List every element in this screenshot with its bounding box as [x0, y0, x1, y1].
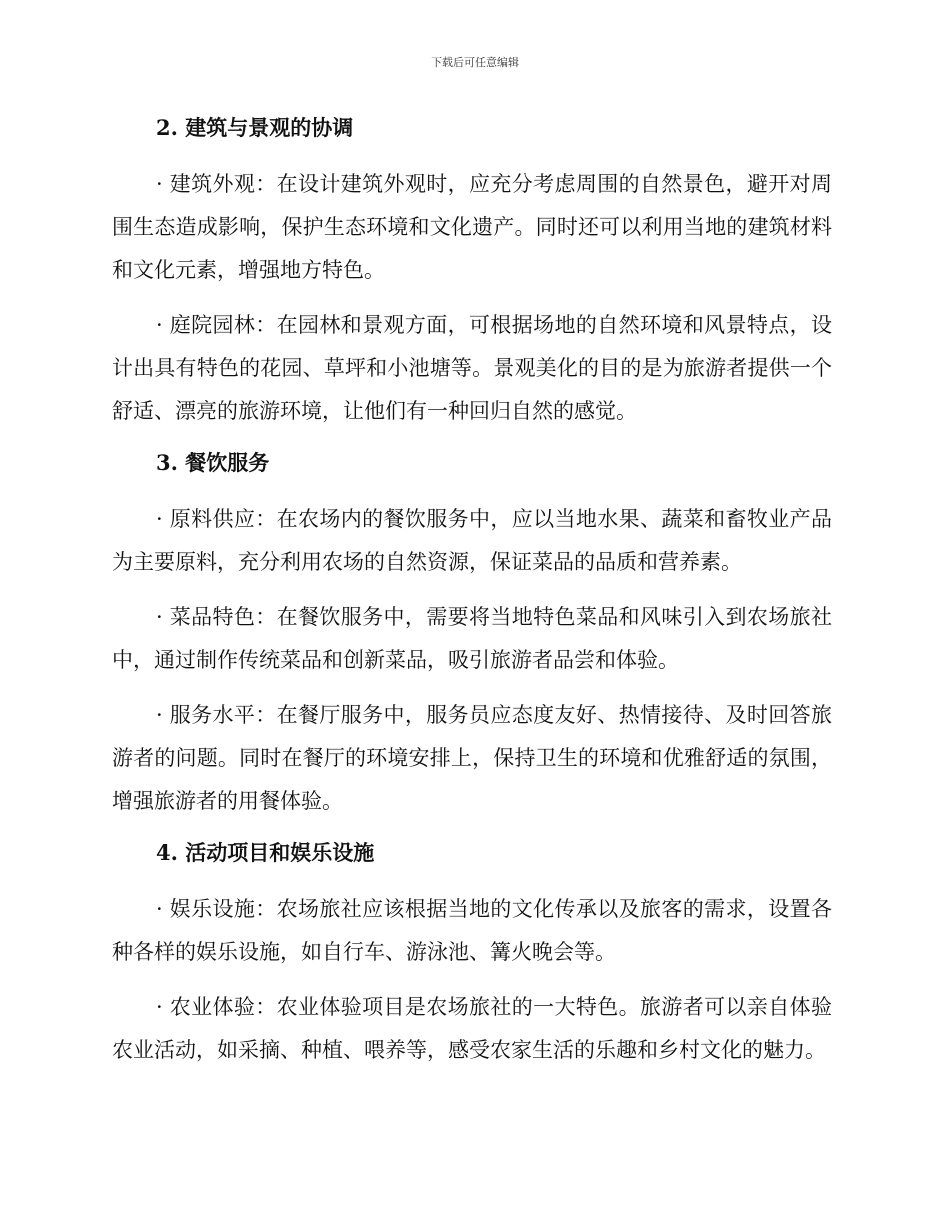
paragraph-service-level: · 服务水平：在餐厅服务中，服务员应态度友好、热情接待、及时回答旅游者的问题。同时在餐厅的环境安排上，保持卫生的环境和优雅舒适的氛围，增强旅游者的用餐体验。 — [112, 703, 832, 813]
paragraph-building-exterior: · 建筑外观：在设计建筑外观时，应充分考虑周围的自然景色，避开对周围生态造成影响，保护生态环境和文化遗产。同时还可以利用当地的建筑材料和文化元素，增强地方特色。 — [112, 172, 832, 282]
paragraph-dish-features: · 菜品特色：在餐饮服务中，需要将当地特色菜品和风味引入到农场旅社中，通过制作传统菜品和创新菜品，吸引旅游者品尝和体验。 — [112, 605, 832, 672]
section-heading: 2. 建筑与景观的协调 — [156, 115, 354, 140]
section-catering-service — [112, 445, 832, 835]
paragraph-courtyard-garden: · 庭院园林：在园林和景观方面，可根据场地的自然环境和风景特点，设计出具有特色的花园、草坪和小池塘等。景观美化的目的是为旅游者提供一个舒适、漂亮的旅游环境，让他们有一种回归自然的感觉。 — [112, 313, 832, 423]
page-header-note: 下载后可任意编辑 — [431, 56, 519, 69]
section-heading: 3. 餐饮服务 — [156, 450, 270, 475]
paragraph-ingredient-supply: · 原料供应：在农场内的餐饮服务中，应以当地水果、蔬菜和畜牧业产品为主要原料，充分利用农场的自然资源，保证菜品的品质和营养素。 — [112, 507, 832, 574]
document-body — [112, 110, 832, 1072]
section-heading: 4. 活动项目和娱乐设施 — [156, 840, 375, 865]
paragraph-farming-experience: · 农业体验：农业体验项目是农场旅社的一大特色。旅游者可以亲自体验农业活动，如采摘、种植、喂养等，感受农家生活的乐趣和乡村文化的魅力。 — [112, 995, 832, 1062]
paragraph-entertainment-facilities: · 娱乐设施：农场旅社应该根据当地的文化传承以及旅客的需求，设置各种各样的娱乐设施，如自行车、游泳池、篝火晚会等。 — [112, 897, 832, 964]
section-architecture-landscape — [112, 110, 832, 445]
section-activities-entertainment — [112, 835, 832, 1072]
